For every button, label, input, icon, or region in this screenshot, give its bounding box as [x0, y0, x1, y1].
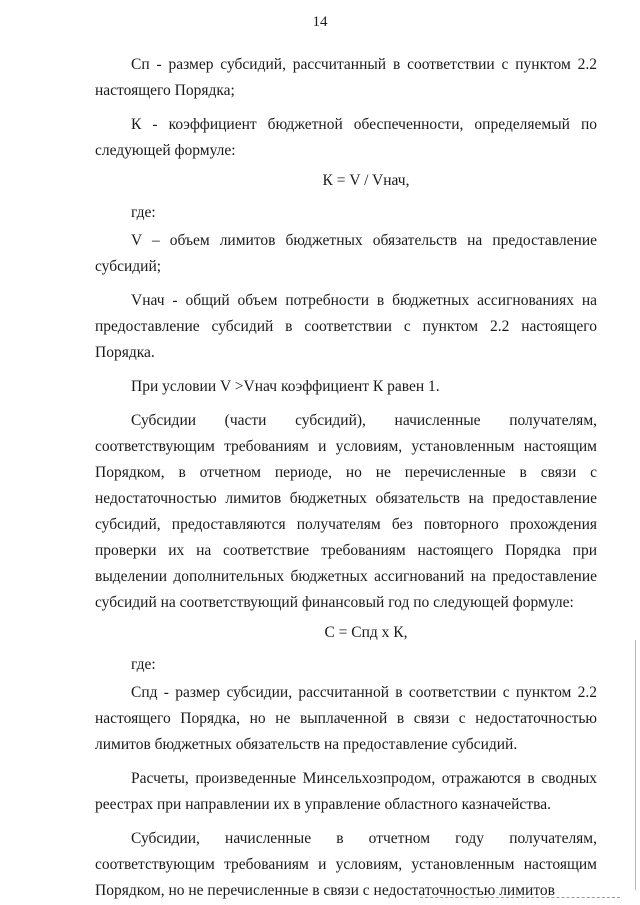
scan-bottom-line [420, 897, 620, 899]
paragraph-subsidies-parts: Субсидии (части субсидий), начисленные получателям, соответствующим требованиям и условиям, установленным настоящим Порядком, в отчетном периоде, но не перечисленные в связи с недостаточностью лимитов бюджетных обязательств на предоставление субсидий, предоставляются получателям без повторного прохождения проверки их на соответствие требованиям настоящего Порядка при выделении дополнительных бюджетных ассигнований на предоставление субсидий на соответствующий финансовый год по следующей формуле: [95, 412, 597, 611]
paragraph-vnach-definition: Vнач - общий объем потребности в бюджетных ассигнованиях на предоставление субсидий в соответствии с пунктом 2.2 настоящего Порядка. [95, 292, 597, 361]
paragraph-sp-definition: Сп - размер субсидий, рассчитанный в соответствии с пунктом 2.2 настоящего Порядка; [95, 56, 597, 99]
document-body [95, 52, 597, 904]
paragraph-spd-definition: Спд - размер субсидии, рассчитанной в соответствии с пунктом 2.2 настоящего Порядка, но не выплаченной в связи с недостаточностью лимитов бюджетных обязательств на предоставление субсидий. [95, 684, 597, 753]
where-label-2: где: [131, 656, 156, 673]
paragraph-calculations: Расчеты, произведенные Минсельхозпродом, отражаются в сводных реестрах при направлении их в управление областного казначейства. [95, 770, 597, 813]
formula-c: С = Спд х К, [324, 624, 408, 641]
scan-edge-line [635, 640, 636, 890]
paragraph-v-definition: V – объем лимитов бюджетных обязательств на предоставление субсидий; [95, 232, 597, 275]
paragraph-k-definition: К - коэффициент бюджетной обеспеченности, определяемый по следующей формуле: [95, 116, 597, 159]
paragraph-subsidies-year: Субсидии, начисленные в отчетном году получателям, соответствующим требованиям и условиям, установленным настоящим Порядком, но не перечисленные в связи с недостаточностью лимитов [95, 830, 597, 899]
paragraph-condition: При условии V >Vнач коэффициент К равен 1. [131, 378, 440, 395]
page-number: 14 [312, 14, 328, 30]
formula-k: К = V / Vнач, [322, 172, 410, 189]
where-label-1: где: [131, 204, 156, 221]
